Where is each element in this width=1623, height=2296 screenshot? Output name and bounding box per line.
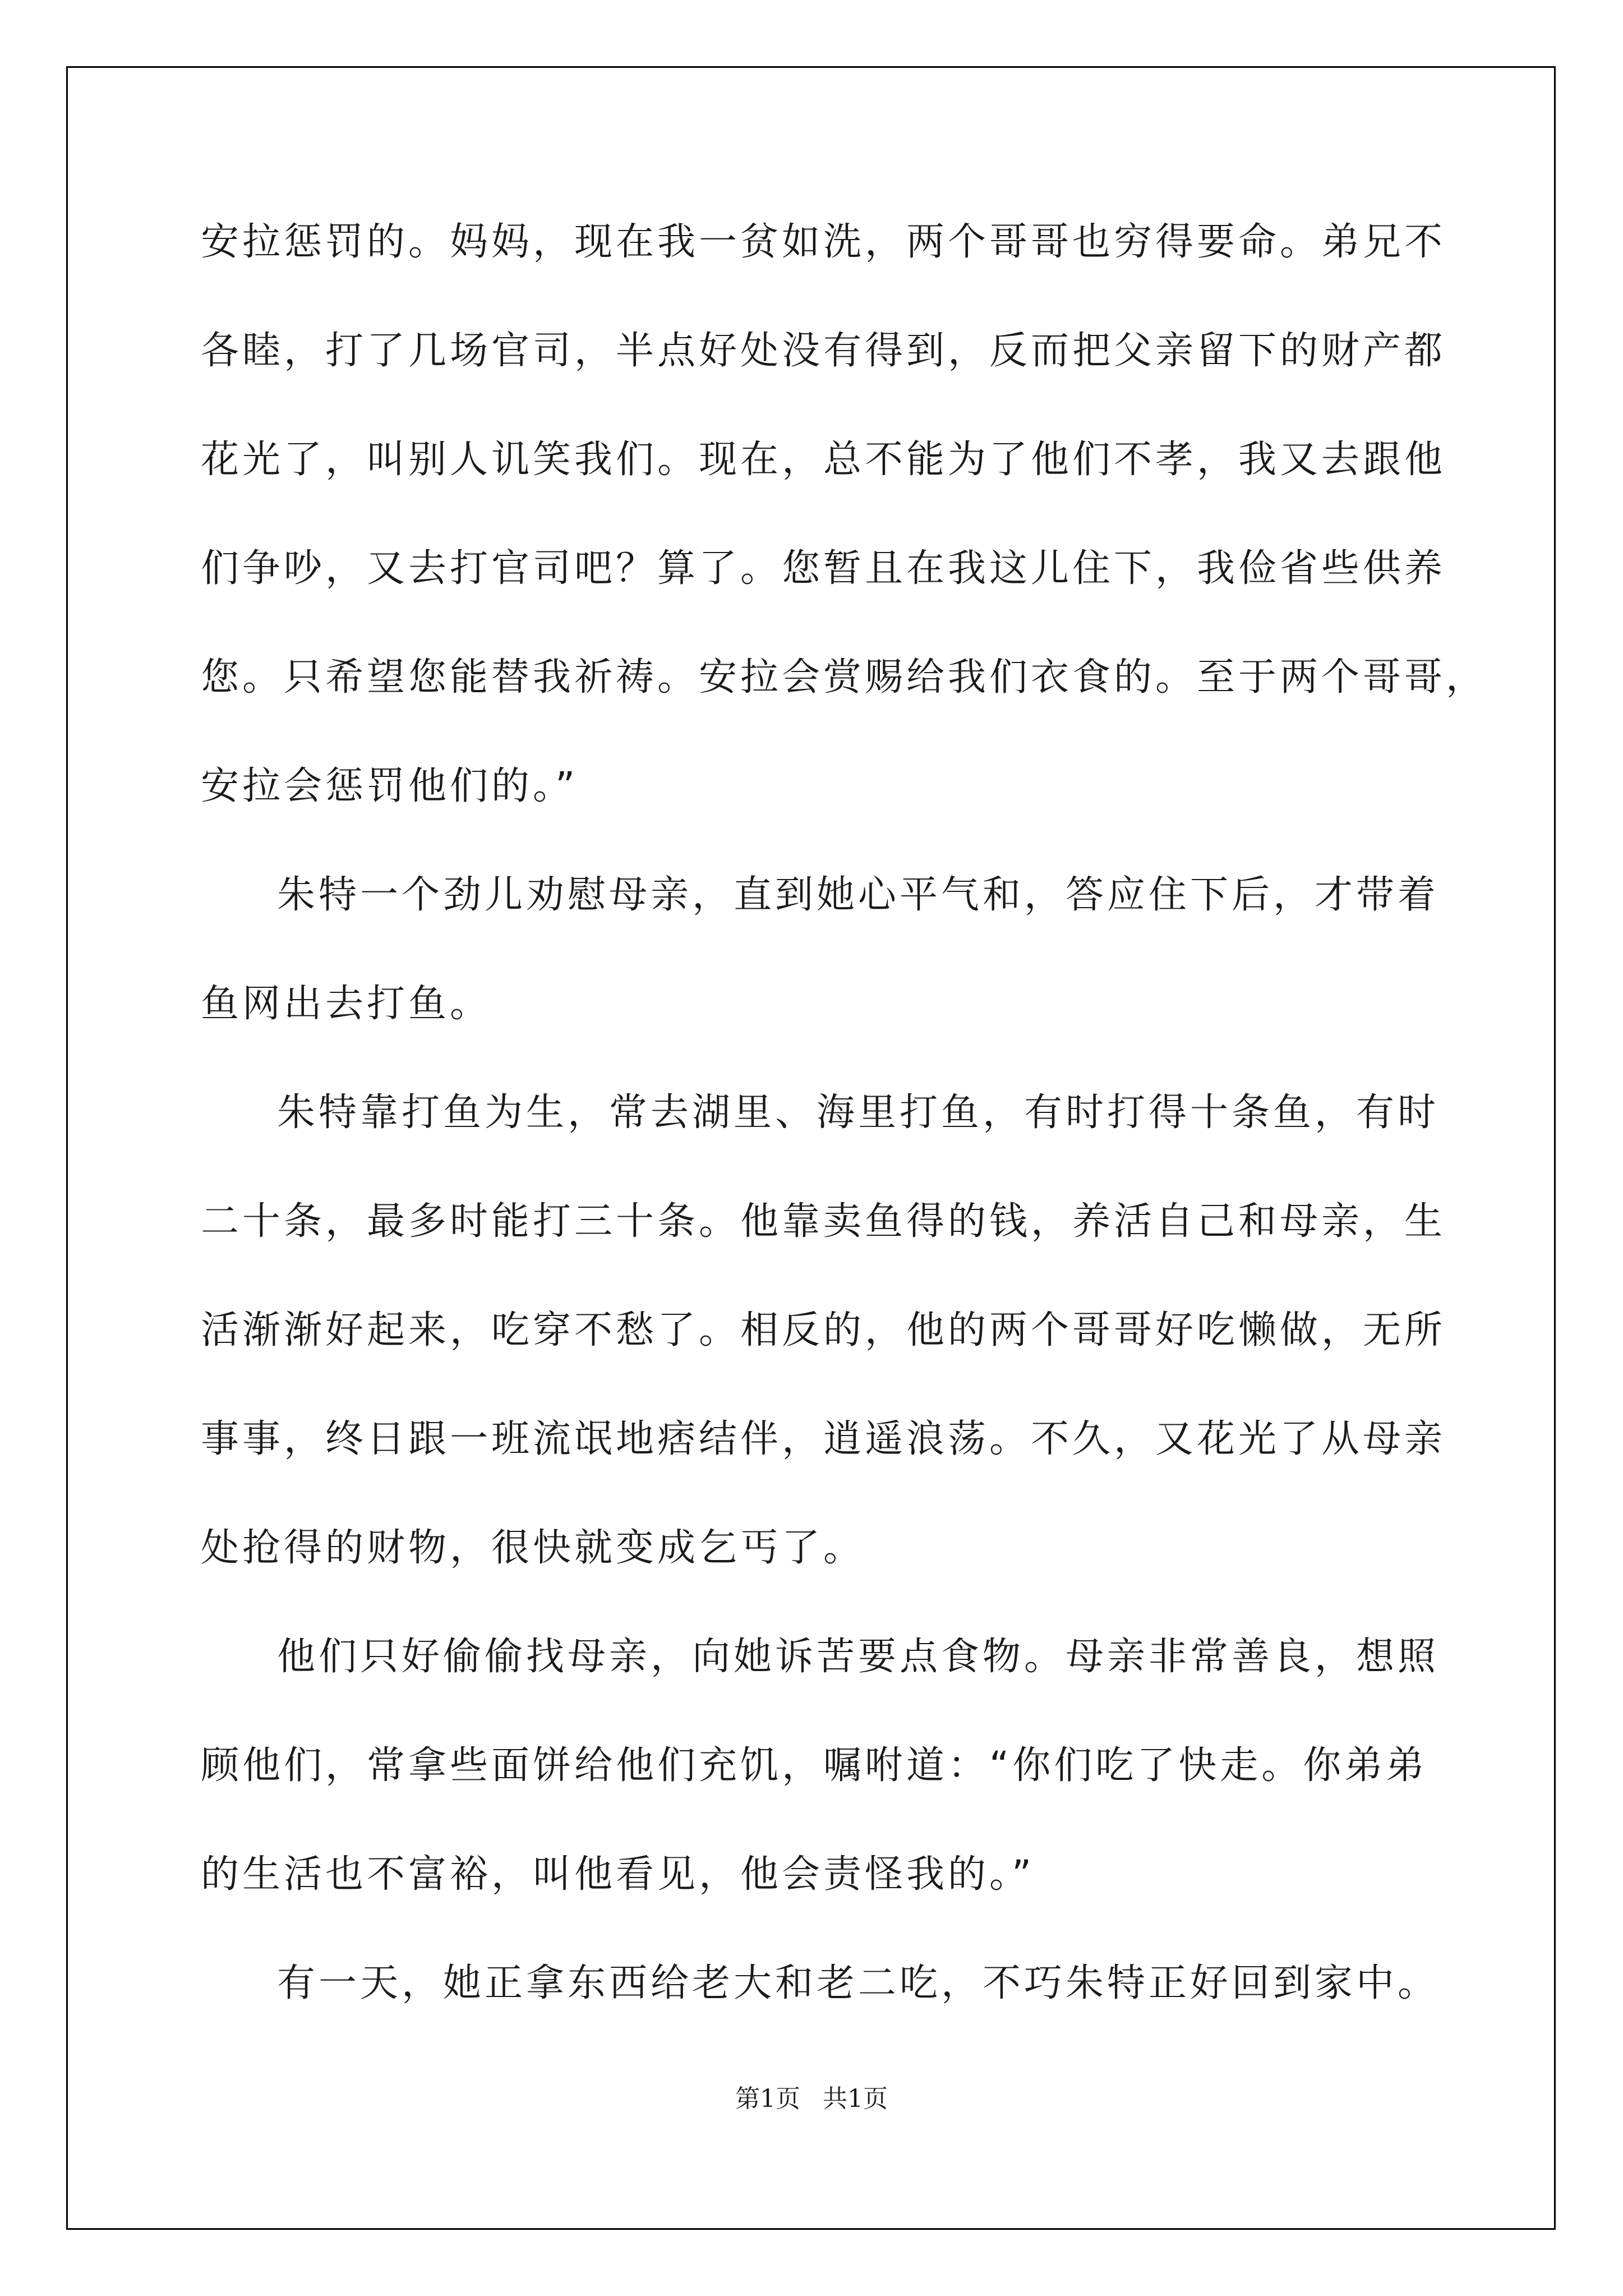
text-line: 安拉惩罚的。妈妈，现在我一贫如洗，两个哥哥也穷得要命。弟兄不 [201,220,1446,264]
text-line: 鱼网出去打鱼。 [201,982,492,1026]
text-line: 您。只希望您能替我祈祷。安拉会赏赐给我们衣食的。至于两个哥哥， [201,655,1488,700]
text-line: 处抢得的财物，很快就变成乞丐了。 [201,1526,865,1570]
text-line: 朱特靠打鱼为生，常去湖里、海里打鱼，有时打得十条鱼，有时 [277,1091,1440,1135]
text-line: 安拉会惩罚他们的。” [201,764,579,808]
text-line: 各睦，打了几场官司，半点好处没有得到，反而把父亲留下的财产都 [201,329,1446,373]
text-line: 事事，终日跟一班流氓地痞结伴，逍遥浪荡。不久，又花光了从母亲 [201,1417,1446,1461]
text-line: 他们只好偷偷找母亲，向她诉苦要点食物。母亲非常善良，想照 [277,1635,1440,1679]
text-line: 们争吵，又去打官司吧？算了。您暂且在我这儿住下，我俭省些供养 [201,546,1446,591]
page-number: 第1页 [735,2085,800,2113]
text-line: 活渐渐好起来，吃穿不愁了。相反的，他的两个哥哥好吃懒做，无所 [201,1308,1446,1352]
text-line: 的生活也不富裕，叫他看见，他会责怪我的。” [201,1852,1035,1897]
page-count: 共1页 [823,2085,888,2113]
text-line: 二十条，最多时能打三十条。他靠卖鱼得的钱，养活自己和母亲，生 [201,1199,1446,1244]
text-line: 朱特一个劲儿劝慰母亲，直到她心平气和，答应住下后，才带着 [277,873,1440,917]
text-line: 顾他们，常拿些面饼给他们充饥，嘱咐道：“你们吃了快走。你弟弟 [201,1743,1428,1788]
text-line: 有一天，她正拿东西给老大和老二吃，不巧朱特正好回到家中。 [277,1961,1440,2005]
page-footer [0,2082,1623,2116]
text-line: 花光了，叫别人讥笑我们。现在，总不能为了他们不孝，我又去跟他 [201,438,1446,482]
page-border [66,66,1556,2230]
